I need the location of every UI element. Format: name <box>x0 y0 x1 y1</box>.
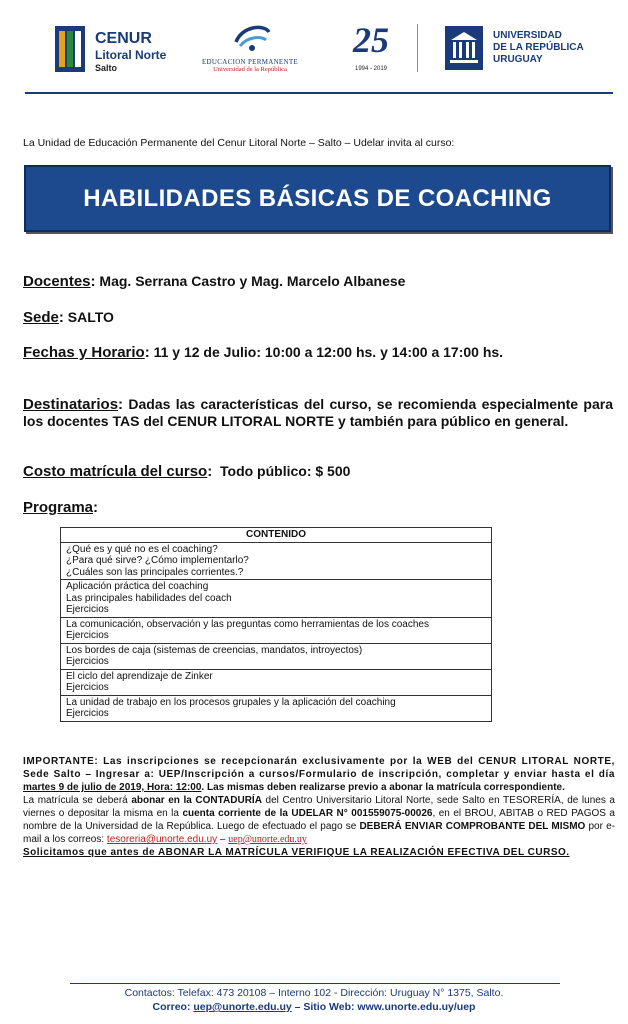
programa-field: Programa: <box>23 499 99 516</box>
cenur-logo <box>55 26 185 76</box>
anniversary-number: 25 <box>353 20 389 60</box>
udelar-logo-line1: UNIVERSIDAD <box>493 30 562 41</box>
table-cell: Los bordes de caja (sistemas de creencias, mandatos, introyectos) <box>66 644 363 656</box>
header-rule <box>25 92 613 94</box>
anniversary-years: 1994 - 2019 <box>354 66 388 72</box>
footer-web-text: – Sitio Web: www.unorte.edu.uy/uep <box>291 1001 476 1013</box>
docentes-label: Docentes <box>23 273 91 290</box>
important-text-2b: abonar en la CONTADURÍA <box>131 795 262 806</box>
important-text-2e: , en el BROU, ABITAB o RED PAGOS a nombre de la Universidad de la República. Luego de efectuado el pago se <box>23 808 615 832</box>
udelar-logo-line3: URUGUAY <box>493 54 543 65</box>
table-cell: Las principales habilidades del coach <box>66 592 232 604</box>
table-cell: Ejercicios <box>66 682 109 693</box>
footer-contacts: Contactos: Telefax: 473 20108 – Interno 102 - Dirección: Uruguay N° 1375, Salto. <box>124 987 504 999</box>
table-cell: El ciclo del aprendizaje de Zinker <box>66 670 213 682</box>
tesoreria-email-link[interactable]: tesoreria@unorte.edu.uy <box>106 834 218 845</box>
table-cell: Ejercicios <box>66 656 109 667</box>
table-row <box>61 696 491 721</box>
docentes-value: Mag. Serrana Castro y Mag. Marcelo Albanese <box>99 273 406 289</box>
course-title-banner <box>24 165 611 232</box>
cenur-logo-line1: CENUR <box>95 30 152 47</box>
page-header <box>25 18 613 93</box>
table-row <box>61 580 491 618</box>
costo-value: Todo público: $ 500 <box>220 463 351 479</box>
important-text-1b: . Las mismas deben realizarse previo a abonar la matrícula correspondiente. <box>201 782 565 793</box>
udelar-logo-line2: DE LA REPÚBLICA <box>493 42 584 53</box>
table-row <box>61 644 491 670</box>
footer-email-link[interactable]: uep@unorte.edu.uy <box>193 1001 292 1013</box>
important-text-2a: La matrícula se deberá <box>23 795 132 806</box>
table-cell: Ejercicios <box>66 604 109 615</box>
footer-web-line <box>0 1000 628 1014</box>
destinatarios-field: Destinatarios: Dadas las características del curso, se recomienda especialmente para los docentes TAS del CENUR LITORAL NORTE y también para público en general. <box>23 396 613 429</box>
important-paragraph-3 <box>23 846 615 859</box>
cenur-logo-icon <box>55 26 85 72</box>
important-section <box>23 755 615 859</box>
table-row <box>61 670 491 696</box>
important-paragraph-1 <box>23 755 615 794</box>
destinatarios-value: Dadas las características del curso, se recomienda especialmente para los docentes TAS del CENUR LITORAL NORTE y también para público en general. <box>23 396 613 429</box>
important-text-2c: del Centro Universitario Litoral Norte, sede Salto en TESORERÍA, de lunes a viernes o depositar la misma en la <box>23 795 615 819</box>
uep-email-link[interactable]: uep@unorte.edu.uy <box>228 834 307 845</box>
ep-logo-line1: EDUCACION PERMANENTE <box>201 58 299 66</box>
important-text-3a: Solicitamos que antes de <box>23 847 158 858</box>
table-row <box>61 618 491 644</box>
course-title: HABILIDADES BÁSICAS DE COACHING <box>83 184 552 212</box>
important-text-1a: IMPORTANTE: Las inscripciones se recepcionarán exclusivamente por la WEB del CENUR LITORAL NORTE, Sede Salto – Ingresar a: UEP/Inscripción a cursos/Formulario de inscripción, completar y enviar hasta el día <box>23 756 615 780</box>
table-cell: ¿Cuáles son las principales corrientes.? <box>66 566 244 578</box>
important-text-3b: ABONAR LA MATRÍCULA VERIFIQUE LA REALIZACIÓN EFECTIVA DEL CURSO. <box>157 847 570 858</box>
sede-label: Sede <box>23 309 59 326</box>
table-cell: La unidad de trabajo en los procesos grupales y la aplicación del coaching <box>66 696 396 708</box>
anniversary-logo <box>341 20 401 82</box>
table-row <box>61 543 491 581</box>
important-paragraph-2 <box>23 794 615 846</box>
page-footer <box>0 986 628 1014</box>
cenur-logo-line2: Litoral Norte <box>95 48 167 62</box>
footer-correo-label: Correo: <box>152 1001 194 1013</box>
table-cell: Ejercicios <box>66 708 109 719</box>
important-text-2f: DEBERÁ ENVIAR COMPROBANTE DEL MISMO <box>359 821 586 832</box>
udelar-logo <box>445 26 605 76</box>
fechas-value: 11 y 12 de Julio: 10:00 a 12:00 hs. y 14:00 a 17:00 hs. <box>153 344 504 360</box>
programa-label: Programa <box>23 499 94 516</box>
costo-label: Costo matrícula del curso <box>23 463 208 480</box>
fechas-label: Fechas y Horario <box>23 344 145 361</box>
cenur-logo-line3: Salto <box>95 63 118 73</box>
table-cell: Aplicación práctica del coaching <box>66 581 209 592</box>
header-divider <box>417 24 418 72</box>
fechas-field: Fechas y Horario: 11 y 12 de Julio: 10:00 a 12:00 hs. y 14:00 a 17:00 hs. <box>23 344 504 361</box>
ep-logo-line2: Universidad de la República <box>213 66 287 73</box>
deadline-date: martes 9 de julio de 2019, Hora: 12:00 <box>23 782 202 793</box>
contenido-header: CONTENIDO <box>61 528 491 543</box>
email-separator: – <box>217 834 229 845</box>
footer-rule <box>70 983 560 984</box>
table-cell: Ejercicios <box>66 630 109 641</box>
important-text-2g: por e-mail a los correos: <box>23 821 616 845</box>
costo-field: Costo matrícula del curso: Todo público: $ 500 <box>23 463 351 480</box>
table-cell: La comunicación, observación y las preguntas como herramientas de los coaches <box>66 618 429 630</box>
educacion-permanente-logo <box>190 22 310 82</box>
sede-field: Sede: SALTO <box>23 309 114 326</box>
docentes-field: Docentes: Mag. Serrana Castro y Mag. Marcelo Albanese <box>23 273 406 290</box>
udelar-building-icon <box>445 26 483 70</box>
intro-text: La Unidad de Educación Permanente del Cenur Litoral Norte – Salto – Udelar invita al curso: <box>23 137 455 149</box>
ep-swirl-icon <box>232 22 272 54</box>
contenido-table <box>60 527 492 722</box>
table-cell: ¿Para qué sirve? ¿Cómo implementarlo? <box>66 555 249 566</box>
sede-value: SALTO <box>67 309 114 325</box>
destinatarios-label: Destinatarios <box>23 396 119 413</box>
table-cell: ¿Qué es y qué no es el coaching? <box>66 543 218 555</box>
account-number: cuenta corriente de la UDELAR N° 001559075-00026 <box>182 808 433 819</box>
